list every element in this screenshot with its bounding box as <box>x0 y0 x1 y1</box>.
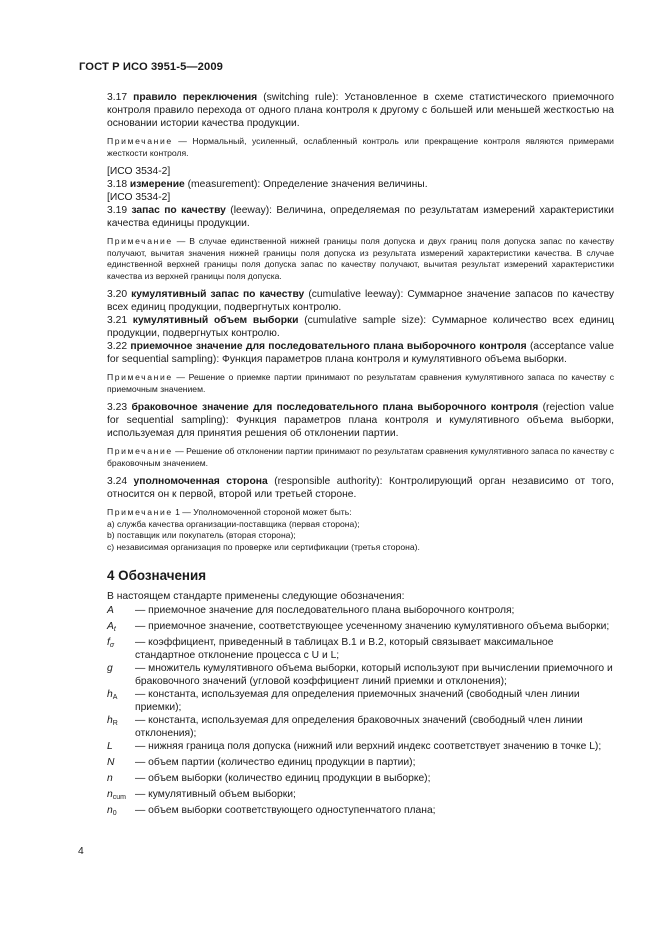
term-name: правило переключения <box>133 92 258 103</box>
document-header: ГОСТ Р ИСО 3951-5—2009 <box>79 61 223 73</box>
symbol-letter: n <box>107 773 113 784</box>
term-definition: (responsible authority): Контролирующий орган независимо от того, относится он к первой, второй или третьей стороне. <box>107 476 614 500</box>
term-3-24 <box>107 475 614 501</box>
symbol-row <box>107 714 614 740</box>
symbol <box>107 620 135 636</box>
symbol-row <box>107 756 614 772</box>
note-item: а) служба качества организации-поставщика (первая сторона); <box>107 518 360 529</box>
note-text: — Решение о приемке партии принимают по результатам сравнения кумулятивного запаса по качеству с приемочным значением. <box>107 372 614 394</box>
symbol-description: — объем выборки (количество единиц продукции в выборке); <box>135 773 431 784</box>
symbol <box>107 662 135 678</box>
symbol-row <box>107 636 614 662</box>
symbol-subscript: t <box>113 626 116 633</box>
symbol-row <box>107 604 614 620</box>
symbol-letter: n <box>107 805 113 816</box>
symbol-row <box>107 688 614 714</box>
term-number: 3.23 <box>107 402 128 413</box>
term-definition: (cumulative leeway): Суммарное значение запасов по качеству всех единиц продукции, подвергнутых контролю. <box>107 289 614 313</box>
symbol-description: — константа, используемая для определения приемочных значений (свободный член линии приемки); <box>135 689 580 713</box>
symbol-description: — объем выборки соответствующего одноступенчатого плана; <box>135 805 436 816</box>
symbol-row <box>107 740 614 756</box>
symbol-description: — нижняя граница поля допуска (нижний или верхний индекс соответствует значению в точке L); <box>135 741 602 752</box>
term-number: 3.19 <box>107 205 128 216</box>
note-3-17 <box>107 136 614 159</box>
note-text: 1 — Уполномоченной стороной может быть: <box>175 507 352 517</box>
page-content <box>107 91 614 820</box>
term-3-21 <box>107 314 614 340</box>
symbol-row <box>107 662 614 688</box>
symbol <box>107 772 135 788</box>
term-number: 3.22 <box>107 341 128 352</box>
note-3-22 <box>107 372 614 395</box>
note-label: Примечание <box>107 136 173 146</box>
term-3-20 <box>107 288 614 314</box>
symbol <box>107 740 135 756</box>
symbol-description: — коэффициент, приведенный в таблицах В.1 и В.2, который связывает максимальное стандартное отклонение процесса с U и L; <box>135 637 554 661</box>
term-name: уполномоченная сторона <box>133 476 268 487</box>
symbol-letter: h <box>107 715 113 726</box>
note-label: Примечание <box>107 446 173 456</box>
symbol-letter: A <box>107 621 114 632</box>
note-text: — Нормальный, усиленный, ослабленный контроль или прекращение контроля являются примерами жесткости контроля. <box>107 136 614 158</box>
note-3-24 <box>107 507 614 553</box>
note-item: b) поставщик или покупатель (вторая сторона); <box>107 530 296 540</box>
term-name: кумулятивный запас по качеству <box>131 289 305 300</box>
symbol-description: — объем партии (количество единиц продукции в партии); <box>135 757 416 768</box>
symbol <box>107 688 135 704</box>
term-3-19 <box>107 204 614 230</box>
section-intro: В настоящем стандарте применены следующие обозначения: <box>107 591 405 602</box>
symbol-letter: n <box>107 789 113 800</box>
note-text: — В случае единственной нижней границы поля допуска и двух границ поля допуска запас по качеству получают, вычитая значения нижней границы поля допуска из результата измерений характеристики качества. В случае единственной верхней границы поля допуска запас по качеству получают, вычитая результат измерений характеристики качества из верхней границы поля допуска. <box>107 236 614 281</box>
term-definition: (measurement): Определение значения величины. <box>187 179 428 190</box>
term-3-17 <box>107 91 614 130</box>
term-3-23 <box>107 401 614 440</box>
note-3-19 <box>107 236 614 282</box>
term-definition: (leeway): Величина, определяемая по результатам измерений характеристики качества единицы продукции. <box>107 205 614 229</box>
term-definition: (acceptance value for sequential sampling): Функция параметров плана контроля и кумулятивного объема выборки. <box>107 341 614 365</box>
term-3-18 <box>107 178 614 191</box>
symbol <box>107 788 135 804</box>
page-number: 4 <box>78 846 84 857</box>
term-name: запас по качеству <box>131 205 226 216</box>
term-definition: (rejection value for sequential sampling): Функция параметров плана контроля и кумулятивного объема выборки, используемая для принятия решения об отклонении партии. <box>107 402 614 439</box>
term-name: кумулятивный объем выборки <box>132 315 299 326</box>
symbol-letter: f <box>107 637 110 648</box>
term-number: 3.18 <box>107 179 128 190</box>
symbol-description: — множитель кумулятивного объема выборки, который используют при вычислении приемочного и браковочного значений (угловой коэффициент линий приемки и отклонения); <box>135 663 613 687</box>
term-definition: (switching rule): Установленное в схеме статистического приемочного контроля правило перехода от одного плана контроля к другому с большей или меньшей жесткостью на основании истории качества продукции. <box>107 92 614 129</box>
symbol-description: — приемочное значение, соответствующее усеченному значению кумулятивного объема выборки; <box>135 621 610 632</box>
symbol-letter: L <box>107 741 113 752</box>
symbol-subscript: cum <box>112 794 126 801</box>
symbol <box>107 804 135 820</box>
symbol-subscript: 0 <box>112 810 117 817</box>
note-label: Примечание <box>107 236 173 246</box>
symbol-row <box>107 804 614 820</box>
symbol-subscript: A <box>112 694 118 701</box>
symbol-row <box>107 620 614 636</box>
term-name: измерение <box>129 179 185 190</box>
symbol-letter: h <box>107 689 113 700</box>
symbols-list <box>107 604 614 820</box>
note-label: Примечание <box>107 507 173 517</box>
symbol-row <box>107 788 614 804</box>
term-3-22 <box>107 340 614 366</box>
symbol-letter: g <box>107 663 113 674</box>
term-name: приемочное значение для последовательного плана выборочного контроля <box>130 341 527 352</box>
reference-3-18: [ИСО 3534-2] <box>107 192 171 203</box>
symbol-description: — константа, используемая для определения браковочных значений (свободный член линии отклонения); <box>135 715 583 739</box>
symbol <box>107 636 135 652</box>
term-number: 3.20 <box>107 289 128 300</box>
symbol <box>107 604 135 620</box>
section-title: 4 Обозначения <box>107 568 207 583</box>
note-heading <box>107 507 614 519</box>
term-number: 3.21 <box>107 315 128 326</box>
symbol <box>107 714 135 730</box>
symbol-row <box>107 772 614 788</box>
symbol-description: — приемочное значение для последовательного плана выборочного контроля; <box>135 605 515 616</box>
term-number: 3.24 <box>107 476 128 487</box>
note-text: — Решение об отклонении партии принимают по результатам сравнения кумулятивного запаса по качеству с браковочным значением. <box>107 446 615 468</box>
symbol-subscript: σ <box>109 642 115 649</box>
note-label: Примечание <box>107 372 173 382</box>
note-3-23 <box>107 446 614 469</box>
symbol-description: — кумулятивный объем выборки; <box>135 789 296 800</box>
term-name: браковочное значение для последовательного плана выборочного контроля <box>131 402 539 413</box>
symbol <box>107 756 135 772</box>
note-item: с) независимая организация по проверке или сертификации (третья сторона). <box>107 541 420 552</box>
symbol-letter: N <box>107 757 115 768</box>
symbol-subscript: R <box>112 720 118 727</box>
term-definition: (cumulative sample size): Суммарное количество всех единиц продукции, подвергнутых контролю. <box>107 315 614 339</box>
term-number: 3.17 <box>107 92 128 103</box>
reference-3-17: [ИСО 3534-2] <box>107 166 171 177</box>
symbol-letter: A <box>107 605 114 616</box>
